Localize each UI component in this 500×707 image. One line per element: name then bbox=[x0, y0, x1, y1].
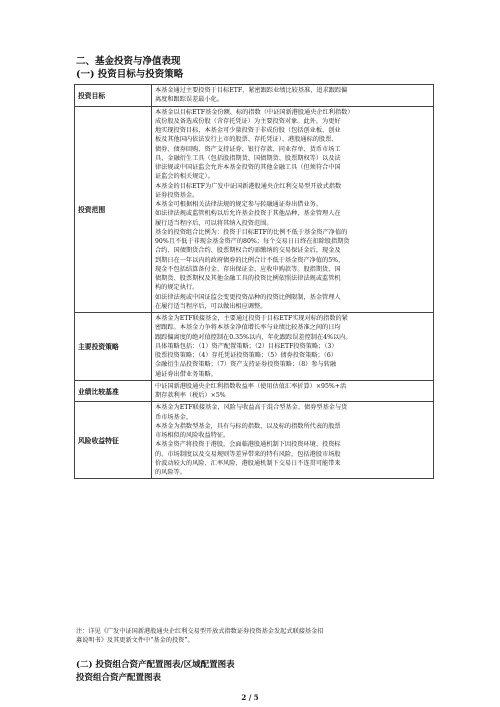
text-line: 的风险等。 bbox=[155, 469, 186, 476]
text-line: 密跟踪。本基金力争将本基金净值增长率与业绩比较基准之间的日均 bbox=[155, 324, 341, 332]
text-line: 如法律法规或监管机构以后允许基金投资于其他品种，基金管理人在 bbox=[155, 210, 341, 218]
text-line: 中证国新港股通央企红利指数收益率（使用估值汇率折算）×95%+活 bbox=[155, 382, 347, 390]
text-line: 本基金以目标ETF基金份额、标的指数（中证国新港股通央企红利指数） bbox=[155, 108, 354, 116]
fund-info-table bbox=[74, 84, 434, 479]
row-strategy bbox=[75, 313, 434, 381]
text-line: 90%且不低于非现金基金资产的80%；每个交易日日终在扣除股指期货 bbox=[155, 238, 350, 245]
content-strategy bbox=[152, 313, 434, 381]
text-line: 本基金可根据相关法律法规的规定参与转融通证券出借业务。 bbox=[155, 201, 323, 208]
text-line: 地实现投资目标，本基金可少量投资于非成份股（包括创业板、创业 bbox=[155, 127, 341, 134]
text-line: 金融衍生品投资策略；（7）资产支持证券投资策略；（8）参与转融 bbox=[155, 361, 337, 369]
text-line: 构的规定执行。 bbox=[155, 284, 199, 292]
row-scope bbox=[75, 106, 434, 313]
row-benchmark bbox=[75, 380, 434, 402]
text-line: 离度和跟踪误差最小化。 bbox=[155, 96, 224, 104]
content-scope bbox=[152, 106, 434, 313]
text-line: 本基金的目标ETF为广发中证国新港股通央企红利交易型开放式指数 bbox=[155, 182, 342, 190]
text-line: 具、金融衍生工具（包括股指期货、国债期货、股票期权等）以及法 bbox=[155, 154, 341, 162]
text-line: 本基金为指数型基金，具有与标的指数、以及标的指数所代表的股票 bbox=[155, 422, 341, 430]
label-risk: 风险收益特征 bbox=[75, 402, 152, 479]
text-line: 成份股及备选成份股（含存托凭证）为主要投资对象。此外，为更好 bbox=[155, 117, 341, 125]
asset-allocation-heading: (二) 投资组合资产配置图表/区域配置图表 bbox=[76, 660, 235, 670]
text-line: 本基金通过主要投资于目标ETF，紧密跟踪业绩比较基准，追求跟踪偏 bbox=[155, 87, 348, 94]
text-line: 跟踪偏离度的绝对值控制在0.35%以内，年化跟踪误差控制在4%以内。 bbox=[155, 333, 352, 341]
text-line: 到期日在一年以内的政府债券的比例合计不低于基金资产净值的5%， bbox=[155, 256, 345, 264]
label-strategy: 主要投资策略 bbox=[75, 313, 152, 381]
asset-allocation-chart-title: 投资组合资产配置图表 bbox=[76, 673, 162, 683]
text-line: 通证券出借业务策略。 bbox=[155, 370, 217, 378]
text-line: 期存款利率（税后）×5% bbox=[155, 392, 226, 399]
row-risk bbox=[75, 402, 434, 479]
text-line: 注：详见《广发中证国新港股通央企红利交易型开放式指数证券投资基金发起式联接基金招 bbox=[76, 628, 324, 635]
label-scope: 投资范围 bbox=[75, 106, 152, 313]
text-line: 具体策略包括：（1）资产配置策略；（2）目标ETF投资策略；（3） bbox=[155, 342, 338, 350]
subsection-heading: (一) 投资目标与投资策略 bbox=[76, 69, 184, 80]
text-line: 合约、国债期货合约、股票期权合约需缴纳的交易保证金后，现金及 bbox=[155, 247, 341, 255]
footnote bbox=[76, 627, 434, 646]
section-heading: 二、基金投资与净值表现 bbox=[76, 56, 181, 67]
text-line: 证券投资基金。 bbox=[155, 191, 199, 199]
text-line: 市场相似的风险收益特征。 bbox=[155, 432, 230, 439]
text-line: 币市场基金。 bbox=[155, 413, 193, 421]
text-line: 价波动较大的风险、汇率风险、港股通机制下交易日不连贯可能带来 bbox=[155, 459, 341, 467]
label-benchmark: 业绩比较基准 bbox=[75, 380, 152, 402]
text-line: 证监会的相关规定）。 bbox=[155, 173, 214, 181]
text-line: 债券、债券回购、资产支持证券、银行存款、同业存单、货币市场工 bbox=[155, 145, 341, 153]
label-objective: 投资目标 bbox=[75, 85, 152, 107]
text-line: 的、市场制度以及交易规则等差异带来的特有风险，包括港股市场股 bbox=[155, 450, 341, 458]
text-line: 本基金资产将投资于港股，会面临港股通机制下因投资环境、投资标 bbox=[155, 441, 341, 449]
text-line: 债期货、股票期权及其他金融工具的投资比例依照法律法规或监管机 bbox=[155, 275, 341, 282]
text-line: 律法规或中国证监会允许本基金投资的其他金融工具（但须符合中国 bbox=[155, 164, 341, 171]
content-risk bbox=[152, 402, 434, 479]
text-line: 本基金为ETF联接基金，风险与收益高于混合型基金、债券型基金与货 bbox=[155, 404, 348, 412]
text-line: 现金不包括结算备付金、存出保证金、应收申购款等。股指期货、国 bbox=[155, 265, 341, 273]
content-objective bbox=[152, 85, 434, 107]
text-line: 在履行适当程序后，可以做出相应调整。 bbox=[155, 302, 267, 310]
text-line: 基金的投资组合比例为：投资于目标ETF的比例不低于基金资产净值的 bbox=[155, 228, 348, 236]
text-line: 如法律法规或中国证监会变更投资品种的投资比例限制，基金管理人 bbox=[155, 293, 341, 301]
text-line: 募说明书》及其更新文件中“基金的投资”。 bbox=[76, 637, 194, 645]
row-objective bbox=[75, 85, 434, 107]
text-line: 股票投资策略；（4）存托凭证投资策略；（5）债券投资策略；（6） bbox=[155, 352, 337, 359]
text-line: 履行适当程序后，可以将其纳入投资范围。 bbox=[155, 219, 273, 227]
content-benchmark bbox=[152, 380, 434, 402]
page-number: 2 / 5 bbox=[241, 693, 259, 702]
text-line: 板及其他国内依法发行上市的股票、存托凭证）、港股通标的股票、 bbox=[155, 136, 338, 144]
text-line: 本基金为ETF联接基金，主要通过投资于目标ETF实现对标的指数的紧 bbox=[155, 315, 348, 322]
